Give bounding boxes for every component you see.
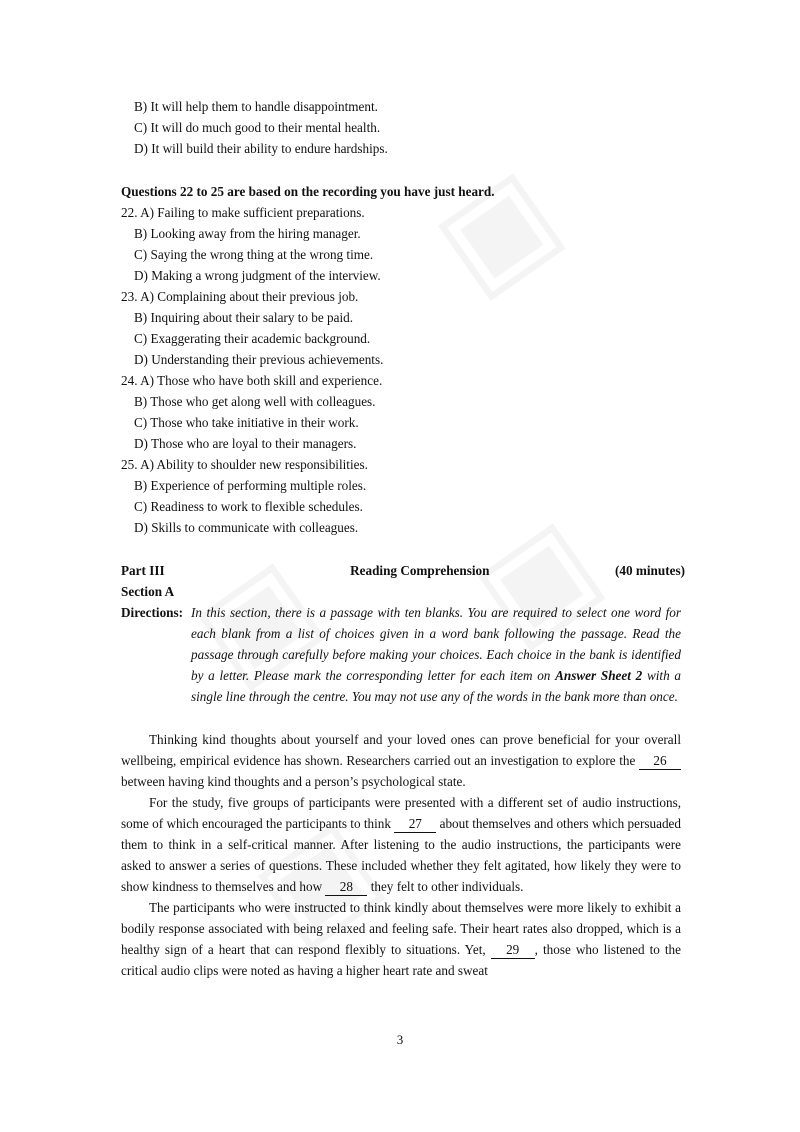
- blank-26: 26: [639, 753, 681, 770]
- answer-sheet-ref: Answer Sheet 2: [555, 668, 643, 683]
- option-line: C) Readiness to work to flexible schedules.: [134, 499, 363, 514]
- option-line: D) Making a wrong judgment of the interview.: [134, 268, 381, 283]
- part-label: Part III: [121, 563, 165, 578]
- option-line: B) Inquiring about their salary to be paid.: [134, 310, 354, 325]
- part-heading: [121, 560, 685, 581]
- option-line: D) Skills to communicate with colleagues.: [134, 520, 359, 535]
- option-line: C) Exaggerating their academic background.: [134, 331, 371, 346]
- question-number: 25.: [121, 457, 138, 472]
- option-line: B) Those who get along well with colleagues.: [134, 394, 376, 409]
- blank-28: 28: [325, 879, 367, 896]
- option-line: A) Those who have both skill and experience.: [140, 373, 383, 388]
- option-line: B) It will help them to handle disappointment.: [134, 99, 378, 114]
- directions-text: In this section, there is a passage with ten blanks. You are required to select one word for each blank from a list of choices given in a word bank following the passage. Read the passage through carefully before making your choices. Each choice in the bank is identified by a letter. Please mark the corresponding letter for each item on Answer Sheet 2 with a single line through the centre. You may not use any of the words in the bank more than once.: [191, 605, 681, 704]
- option-line: A) Complaining about their previous job.: [140, 289, 359, 304]
- page-number: 3: [396, 1032, 404, 1047]
- question-number: 22.: [121, 205, 138, 220]
- option-line: B) Looking away from the hiring manager.: [134, 226, 361, 241]
- question-25: [121, 454, 681, 538]
- section-heading: Section A: [121, 584, 175, 599]
- blank-27: 27: [394, 816, 436, 833]
- option-line: C) Saying the wrong thing at the wrong time.: [134, 247, 374, 262]
- question-23: [121, 286, 681, 370]
- directions-label: Directions:: [121, 605, 184, 620]
- question-24: [121, 370, 681, 454]
- passage-paragraph: Thinking kind thoughts about yourself and your loved ones can prove beneficial for your overall wellbeing, empirical evidence has shown. Researchers carried out an investigation to explore the 26 between having kind thoughts and a person’s psychological state.: [121, 732, 681, 789]
- page-content: [121, 96, 685, 981]
- option-line: A) Failing to make sufficient preparations.: [140, 205, 365, 220]
- option-line: C) It will do much good to their mental health.: [134, 120, 381, 135]
- option-line: B) Experience of performing multiple roles.: [134, 478, 367, 493]
- passage-paragraph: For the study, five groups of participants were presented with a different set of audio instructions, some of which encouraged the participants to think 27 about themselves and others which persuaded them to think in a self-critical manner. After listening to the audio instructions, the participants were asked to answer a series of questions. These included whether they felt agitated, how likely they were to show kindness to themselves and how 28 they felt to other individuals.: [121, 795, 681, 894]
- passage: [121, 729, 681, 981]
- part-time: (40 minutes): [615, 563, 685, 578]
- question-number: 24.: [121, 373, 138, 388]
- option-line: A) Ability to shoulder new responsibilities.: [140, 457, 368, 472]
- question-number: 23.: [121, 289, 138, 304]
- question-22: [121, 202, 681, 286]
- option-line: D) Those who are loyal to their managers.: [134, 436, 357, 451]
- option-line: D) Understanding their previous achievements.: [134, 352, 384, 367]
- blank-29: 29: [491, 942, 535, 959]
- questions-header: Questions 22 to 25 are based on the recording you have just heard.: [121, 184, 495, 199]
- directions: [121, 602, 681, 707]
- option-line: C) Those who take initiative in their work.: [134, 415, 359, 430]
- part-title: Reading Comprehension: [350, 563, 490, 578]
- option-line: D) It will build their ability to endure hardships.: [134, 141, 388, 156]
- passage-paragraph: The participants who were instructed to think kindly about themselves were more likely to exhibit a bodily response associated with being relaxed and feeling safe. Their heart rates also dropped, which is a healthy sign of a heart that can respond flexibly to situations. Yet, 29 , those who listened to the critical audio clips were noted as having a higher heart rate and sweat: [121, 900, 681, 978]
- top-options: [121, 96, 681, 159]
